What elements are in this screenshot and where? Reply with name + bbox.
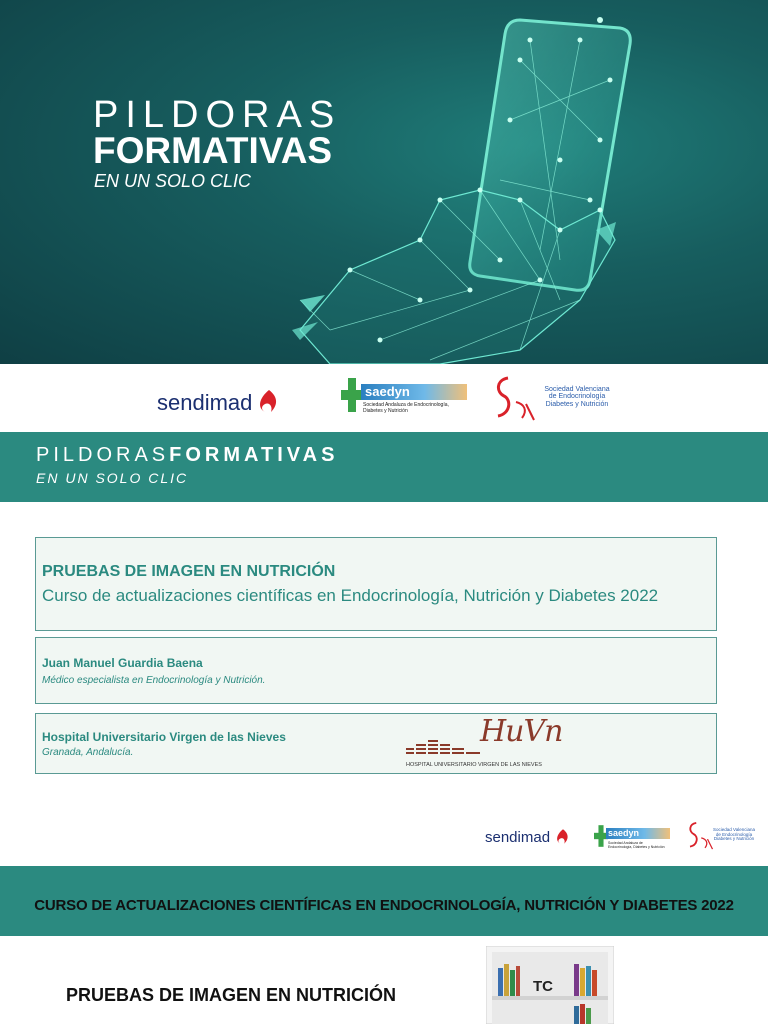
sponsor-logos-small bbox=[0, 812, 768, 862]
course-subtitle: Curso de actualizaciones científicas en Endocrinología, Nutrición y Diabetes 2022 bbox=[42, 586, 659, 605]
saedyn-tagline: Sociedad Andaluza de Endocrinología, Diabetes y Nutrición bbox=[363, 402, 449, 414]
saedyn-logo bbox=[341, 374, 467, 420]
course-band bbox=[0, 866, 768, 936]
hospital-card bbox=[35, 713, 717, 774]
band-subtitle: EN UN SOLO CLIC bbox=[36, 470, 189, 486]
hospital-name: Hospital Universitario Virgen de las Nieves bbox=[42, 730, 286, 744]
author-card bbox=[35, 637, 717, 704]
course-card bbox=[35, 537, 717, 631]
pildoras-band bbox=[0, 432, 768, 502]
seen-caption: Sociedad Valenciana de Endocrinología Diabetes y Nutrición bbox=[544, 386, 610, 408]
hero-title-line1: PILDORAS bbox=[93, 94, 342, 136]
hero-banner bbox=[0, 0, 768, 364]
saedyn-name-small: saedyn bbox=[606, 828, 670, 839]
hospital-city: Granada, Andalucía. bbox=[42, 747, 134, 758]
seen-monogram-icon bbox=[490, 374, 538, 424]
seen-logo bbox=[490, 374, 614, 424]
saedyn-name: saedyn bbox=[361, 384, 467, 400]
slide-title: PRUEBAS DE IMAGEN EN NUTRICIÓN bbox=[66, 985, 397, 1005]
sendimad-logo: sendimad bbox=[157, 388, 281, 416]
huvn-logo bbox=[406, 714, 563, 772]
saedyn-logo-small bbox=[594, 822, 670, 852]
huvn-caption: HOSPITAL UNIVERSITARIO VIRGEN DE LAS NIEVES bbox=[406, 762, 542, 768]
sponsor-logos bbox=[0, 364, 768, 432]
sendimad-flame-icon bbox=[257, 388, 281, 414]
shelf-label: TC bbox=[533, 978, 553, 995]
author-name: Juan Manuel Guardia Baena bbox=[42, 656, 203, 670]
course-title: PRUEBAS DE IMAGEN EN NUTRICIÓN bbox=[42, 563, 336, 580]
huvn-building-icon bbox=[406, 734, 486, 760]
huvn-wordmark: HuVn bbox=[480, 714, 563, 749]
bookshelf-image bbox=[486, 946, 614, 1024]
hero-title-line2: FORMATIVAS bbox=[93, 130, 333, 171]
sendimad-logo-small: sendimad bbox=[485, 828, 571, 847]
saedyn-cross-icon bbox=[341, 378, 363, 412]
course-band-text: CURSO DE ACTUALIZACIONES CIENTÍFICAS EN ENDOCRINOLOGÍA, NUTRICIÓN Y DIABETES 2022 bbox=[34, 897, 734, 914]
hero-subtitle: EN UN SOLO CLIC bbox=[94, 171, 252, 191]
sendimad-flame-icon bbox=[555, 828, 571, 845]
saedyn-tagline-small: Sociedad Andaluza de Endocrinología, Diabetes y Nutrición bbox=[608, 841, 665, 849]
seen-caption-small: Sociedad Valenciana de Endocrinología Diabetes y Nutrición bbox=[713, 827, 755, 842]
author-role: Médico especialista en Endocrinología y Nutrición. bbox=[42, 675, 266, 686]
band-title: PILDORASFORMATIVAS bbox=[36, 444, 339, 466]
seen-logo-small bbox=[685, 820, 757, 854]
